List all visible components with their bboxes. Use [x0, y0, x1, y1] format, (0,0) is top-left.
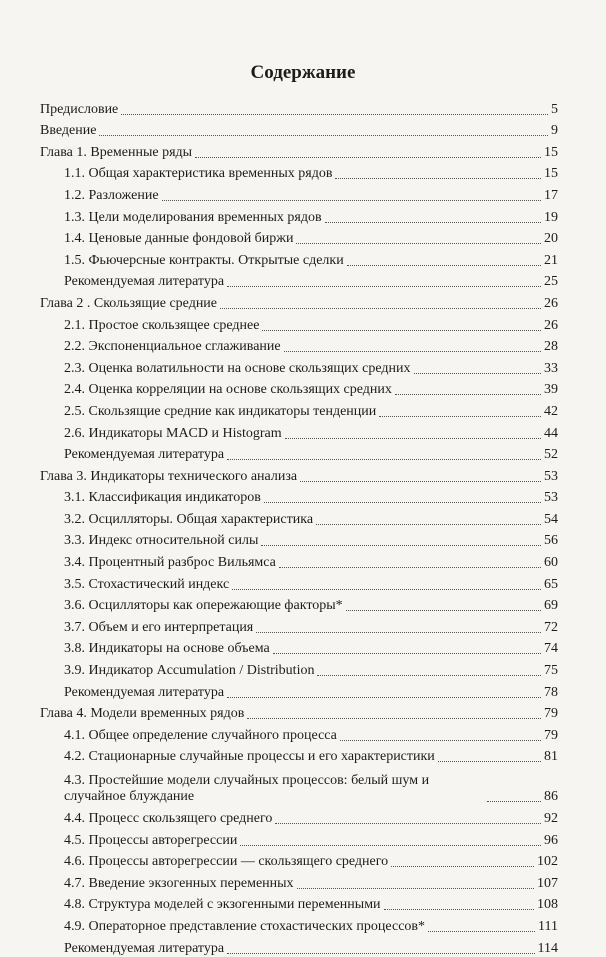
toc-entry-title: 2.1. Простое скользящее среднее — [64, 317, 260, 333]
dot-leader — [227, 459, 541, 460]
dot-leader — [316, 524, 541, 525]
toc-entry-title: 4.3. Простейшие модели случайных процессов: белый шум и случайное блуждание — [64, 773, 430, 805]
toc-entry-title: 2.4. Оценка корреляции на основе скользящих средних — [64, 382, 392, 398]
toc-section-entry — [40, 913, 558, 935]
toc-entry-title: Глава 4. Модели временных рядов — [40, 706, 245, 722]
toc-entry-title: 4.2. Стационарные случайные процессы и его характеристики — [64, 749, 435, 765]
toc-entry-title: 1.4. Ценовые данные фондовой биржи — [64, 231, 294, 247]
dot-leader — [428, 931, 535, 932]
toc-chapter-entry — [40, 118, 558, 140]
dot-leader — [414, 373, 541, 374]
toc-entry-title: 1.1. Общая характеристика временных рядов — [64, 166, 333, 182]
dot-leader — [317, 675, 541, 676]
dot-leader — [296, 243, 541, 244]
toc-entry-title: Глава 2 . Скользящие средние — [40, 295, 218, 311]
toc-page-number: 53 — [544, 490, 558, 506]
dot-leader — [395, 394, 541, 395]
toc-page-number: 79 — [544, 706, 558, 722]
toc-entry-title: 4.1. Общее определение случайного процесса — [64, 727, 337, 743]
toc-page-number: 25 — [544, 274, 558, 290]
toc-entry-title: Рекомендуемая литература — [64, 940, 225, 956]
toc-entry-title: 3.5. Стохастический индекс — [64, 576, 230, 592]
toc-page-number: 72 — [544, 619, 558, 635]
dot-leader — [240, 845, 541, 846]
toc-page-number: 102 — [537, 854, 558, 870]
dot-leader — [261, 545, 541, 546]
toc-entry-title: 4.6. Процессы авторегрессии — скользящего среднего — [64, 854, 389, 870]
toc-entry-title: Рекомендуемая литература — [64, 447, 225, 463]
dot-leader — [264, 502, 541, 503]
dot-leader — [227, 697, 541, 698]
dot-leader — [262, 330, 541, 331]
toc-section-entry — [40, 355, 558, 377]
toc-page-number: 107 — [537, 875, 558, 891]
toc-entry-title: 2.3. Оценка волатильности на основе скользящих средних — [64, 360, 411, 376]
dot-leader — [227, 953, 534, 954]
dot-leader — [279, 567, 541, 568]
dot-leader — [340, 740, 541, 741]
dot-leader — [162, 200, 541, 201]
toc-page-number: 17 — [544, 187, 558, 203]
toc-section-entry — [40, 182, 558, 204]
toc-page-number: 81 — [544, 749, 558, 765]
toc-section-entry — [40, 722, 558, 744]
toc-page-number: 114 — [537, 940, 558, 956]
toc-section-entry — [40, 744, 558, 766]
toc-page-number: 26 — [544, 295, 558, 311]
toc-page-number: 9 — [551, 123, 558, 139]
toc-entry-title: 3.4. Процентный разброс Вильямса — [64, 555, 276, 571]
toc-page-number: 5 — [551, 101, 558, 117]
toc-section-entry — [40, 506, 558, 528]
toc-entry-title: Глава 3. Индикаторы технического анализа — [40, 468, 298, 484]
toc-chapter-entry — [40, 139, 558, 161]
toc-section-entry — [40, 827, 558, 849]
toc-entry-title: 3.9. Индикатор Accumulation / Distribution — [64, 663, 315, 679]
dot-leader — [256, 632, 541, 633]
toc-entry-title: 3.7. Объем и его интерпретация — [64, 619, 254, 635]
dot-leader — [347, 265, 541, 266]
toc-page-number: 19 — [544, 209, 558, 225]
toc-page-number: 56 — [544, 533, 558, 549]
dot-leader — [227, 286, 541, 287]
toc-section-entry — [40, 892, 558, 914]
toc-chapter-entry — [40, 463, 558, 485]
toc-entry-title: 3.8. Индикаторы на основе объема — [64, 641, 270, 657]
toc-page-number: 65 — [544, 576, 558, 592]
toc-chapter-entry — [40, 701, 558, 723]
dot-leader — [99, 135, 548, 136]
dot-leader — [335, 178, 541, 179]
toc-entry-title: 2.6. Индикаторы MACD и Histogram — [64, 425, 282, 441]
toc-entry-title: 3.6. Осцилляторы как опережающие факторы* — [64, 598, 343, 614]
dot-leader — [232, 589, 541, 590]
toc-entry-title: 1.2. Разложение — [64, 187, 159, 203]
toc-section-entry — [40, 679, 558, 701]
toc-entry-title: 3.3. Индекс относительной силы — [64, 533, 259, 549]
toc-section-entry — [40, 528, 558, 550]
dot-leader — [247, 718, 541, 719]
toc-entry-title: Глава 1. Временные ряды — [40, 144, 193, 160]
toc-page-number: 108 — [537, 897, 558, 913]
toc-section-entry — [40, 377, 558, 399]
toc-section-entry — [40, 593, 558, 615]
toc-entry-title: 4.7. Введение экзогенных переменных — [64, 875, 294, 891]
toc-entry-title: 3.2. Осцилляторы. Общая характеристика — [64, 511, 314, 527]
toc-entry-title: 1.3. Цели моделирования временных рядов — [64, 209, 322, 225]
toc-entry-title: 1.5. Фьючерсные контракты. Открытые сделки — [64, 252, 344, 268]
toc-entry-title: Введение — [40, 123, 97, 139]
toc-page-number: 92 — [544, 811, 558, 826]
toc-entry-title: 4.9. Операторное представление стохастических процессов* — [64, 918, 426, 934]
toc-page-number: 78 — [544, 684, 558, 700]
dot-leader — [379, 416, 541, 417]
dot-leader — [275, 823, 541, 824]
toc-entry-title: 4.4. Процесс скользящего среднего — [64, 811, 273, 826]
toc-page-number: 53 — [544, 468, 558, 484]
dot-leader — [195, 157, 541, 158]
toc-section-entry — [40, 334, 558, 356]
toc-section-entry — [40, 765, 558, 805]
dot-leader — [121, 114, 548, 115]
toc-section-entry — [40, 636, 558, 658]
toc-section-entry — [40, 571, 558, 593]
dot-leader — [284, 351, 541, 352]
toc-page-number: 15 — [544, 144, 558, 160]
toc-section-entry — [40, 805, 558, 827]
toc-section-entry — [40, 614, 558, 636]
toc-section-entry — [40, 247, 558, 269]
dot-leader — [285, 438, 541, 439]
dot-leader — [273, 653, 541, 654]
toc-section-entry — [40, 269, 558, 291]
toc-page-number: 28 — [544, 339, 558, 355]
toc-section-entry — [40, 935, 558, 957]
toc-page-number: 96 — [544, 832, 558, 848]
toc-chapter-entry — [40, 96, 558, 118]
toc-page-number: 39 — [544, 382, 558, 398]
toc-page-number: 33 — [544, 360, 558, 376]
toc-section-entry — [40, 870, 558, 892]
toc-page-number: 60 — [544, 555, 558, 571]
toc-entry-title: Предисловие — [40, 101, 119, 117]
toc-entry-title: 2.2. Экспоненциальное сглаживание — [64, 339, 281, 355]
toc-page-number: 52 — [544, 447, 558, 463]
toc-entry-title: 4.8. Структура моделей с экзогенными переменными — [64, 897, 381, 913]
toc-page-number: 44 — [544, 425, 558, 441]
toc-section-entry — [40, 226, 558, 248]
toc-entry-title: 2.5. Скользящие средние как индикаторы тенденции — [64, 403, 377, 419]
toc-section-entry — [40, 442, 558, 464]
toc-section-entry — [40, 849, 558, 871]
dot-leader — [300, 481, 541, 482]
toc-page-number: 15 — [544, 166, 558, 182]
toc-page-number: 21 — [544, 252, 558, 268]
toc-entry-title: Рекомендуемая литература — [64, 684, 225, 700]
dot-leader — [346, 610, 541, 611]
toc-section-entry — [40, 312, 558, 334]
toc-section-entry — [40, 398, 558, 420]
toc-section-entry — [40, 161, 558, 183]
dot-leader — [220, 308, 541, 309]
toc-page-number: 79 — [544, 727, 558, 743]
page-title: Содержание — [250, 62, 356, 83]
toc-page-number: 20 — [544, 231, 558, 247]
dot-leader — [391, 866, 534, 867]
toc-entry-title: 4.5. Процессы авторегрессии — [64, 832, 238, 848]
toc-section-entry — [40, 420, 558, 442]
dot-leader — [438, 761, 541, 762]
toc-chapter-entry — [40, 290, 558, 312]
toc-page-number: 75 — [544, 663, 558, 679]
toc-section-entry — [40, 657, 558, 679]
toc-entry-title: 3.1. Классификация индикаторов — [64, 490, 261, 506]
toc-page-number: 86 — [544, 789, 558, 805]
toc-section-entry — [40, 485, 558, 507]
table-of-contents — [40, 96, 558, 957]
toc-section-entry — [40, 549, 558, 571]
dot-leader — [384, 909, 534, 910]
toc-page-number: 111 — [538, 918, 558, 934]
toc-page-number: 42 — [544, 403, 558, 419]
dot-leader — [487, 801, 541, 802]
toc-section-entry — [40, 204, 558, 226]
dot-leader — [325, 222, 541, 223]
toc-page-number: 74 — [544, 641, 558, 657]
toc-page-number: 69 — [544, 598, 558, 614]
toc-page-number: 26 — [544, 317, 558, 333]
dot-leader — [297, 888, 534, 889]
toc-entry-title: Рекомендуемая литература — [64, 274, 225, 290]
toc-page-number: 54 — [544, 511, 558, 527]
